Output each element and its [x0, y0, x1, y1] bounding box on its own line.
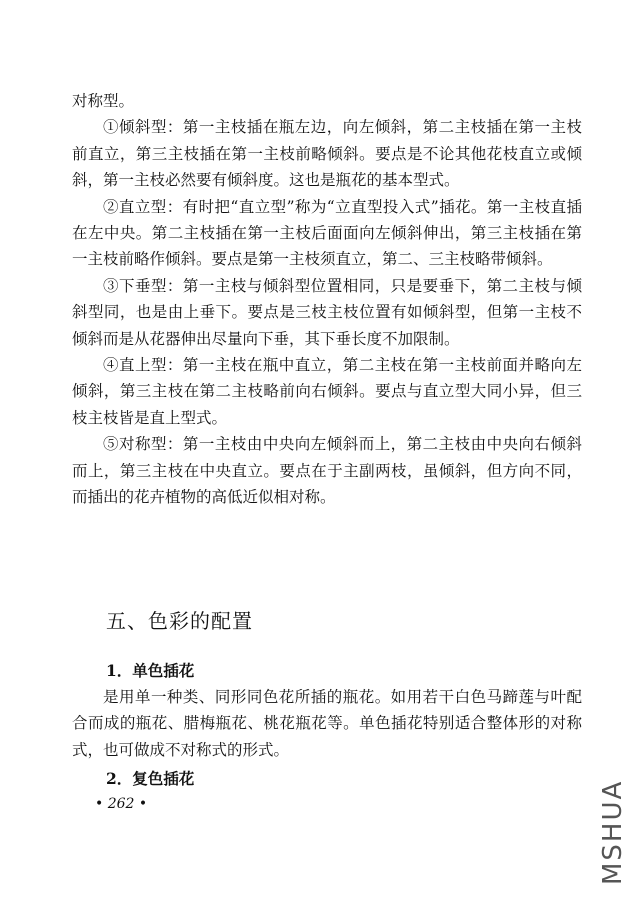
subheading-single-color: 1．单色插花: [106, 661, 195, 680]
subheading-multi-color: 2．复色插花: [106, 769, 195, 788]
paragraph-symmetric-type: ⑤对称型：第一主枝由中央向左倾斜而上，第二主枝由中央向右倾斜而上，第三主枝在中央直立。要点在于主副两枝，虽倾斜，但方向不同，而插出的花卉植物的高低近似相对称。: [72, 435, 582, 507]
main-text: [72, 88, 582, 511]
paragraph-continuation: 对称型。: [72, 92, 135, 110]
paragraph-upright-type: ②直立型：有时把“直立型”称为“立直型投入式”插花。第一主枝直插在左中央。第二主枝插在第一主枝后面面向左倾斜伸出，第三主枝插在第一主枝前略作倾斜。要点是第一主枝须直立，第二、三主枝略带倾斜。: [72, 197, 582, 269]
watermark: MSHUA: [598, 779, 628, 885]
single-color-text-block: [72, 684, 582, 763]
page-number: • 262 •: [95, 796, 148, 812]
paragraph-straight-up-type: ④直上型：第一主枝在瓶中直立，第二主枝在第一主枝前面并略向左倾斜，第三主枝在第二主枝略前向右倾斜。要点与直立型大同小异，但三枝主枝皆是直上型式。: [72, 356, 582, 427]
paragraph-slant-type: ①倾斜型：第一主枝插在瓶左边，向左倾斜，第二主枝插在第一主枝前直立，第三主枝插在第一主枝前略倾斜。要点是不论其他花枝直立或倾斜，第一主枝必然要有倾斜度。这也是瓶花的基本型式。: [72, 118, 582, 190]
paragraph-hanging-type: ③下垂型：第一主枝与倾斜型位置相同，只是要垂下，第二主枝与倾斜型同，也是由上垂下。要点是三枝主枝位置有如倾斜型，但第一主枝不倾斜而是从花器伸出尽量向下垂，其下垂长度不加限制。: [72, 276, 582, 348]
section-heading: 五、色彩的配置: [106, 609, 253, 633]
paragraph-single-color: 是用单一种类、同形同色花所插的瓶花。如用若干白色马蹄莲与叶配合而成的瓶花、腊梅瓶花、桃花瓶花等。单色插花特别适合整体形的对称式，也可做成不对称式的形式。: [72, 688, 582, 759]
